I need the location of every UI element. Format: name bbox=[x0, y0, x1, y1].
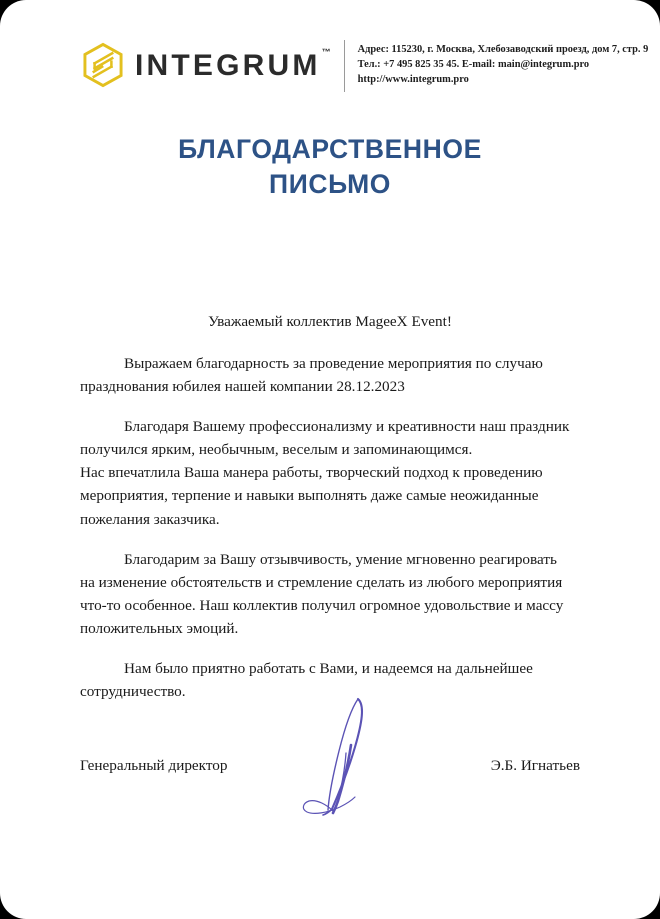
signature-block bbox=[80, 757, 580, 775]
signer-name: Э.Б. Игнатьев bbox=[490, 757, 580, 774]
salutation: Уважаемый коллектив MageeX Event! bbox=[208, 313, 452, 330]
page-title-line-1: БЛАГОДАРСТВЕННОЕ bbox=[178, 134, 482, 164]
letter-body bbox=[80, 352, 570, 703]
letter-paragraph: Благодаря Вашему профессионализму и креативности наш праздник получился ярким, необычным, веселым и запоминающимся. bbox=[80, 418, 570, 459]
letter-paragraph: Благодарим за Вашу отзывчивость, умение мгновенно реагировать на изменение обстоятельств и стремление сделать из любого мероприятия что-то особенное. Наш коллектив получил огромное удовольствие и массу положительных эмоций. bbox=[80, 550, 564, 637]
letter-paragraph: Выражаем благодарность за проведение мероприятия по случаю празднования юбилея нашей компании 28.12.2023 bbox=[80, 355, 543, 396]
contact-details bbox=[358, 38, 649, 87]
letterhead bbox=[82, 38, 648, 94]
integrum-hexagon-logo-icon bbox=[82, 42, 124, 88]
contact-address: Адрес: 115230, г. Москва, Хлебозаводский проезд, дом 7, стр. 9 bbox=[357, 44, 649, 55]
page-title bbox=[0, 132, 660, 202]
signer-role: Генеральный директор bbox=[80, 757, 228, 774]
page-title-line-2: ПИСЬМО bbox=[269, 168, 391, 199]
brand-wordmark-text: INTEGRUM bbox=[135, 49, 321, 82]
letter-paragraph: Нам было приятно работать с Вами, и надеемся на дальнейшее сотрудничество. bbox=[80, 660, 533, 701]
contact-website[interactable]: http://www.integrum.pro bbox=[357, 73, 469, 85]
brand-lockup bbox=[82, 38, 330, 88]
handwritten-signature-icon bbox=[295, 693, 405, 818]
letterhead-divider bbox=[344, 40, 345, 92]
letter-paragraph: Нас впечатлила Ваша манера работы, творческий подход к проведению мероприятия, терпение и навыки выполнять даже самые неожиданные пожелания заказчика. bbox=[80, 464, 543, 528]
contact-phone-email: Тел.: +7 495 825 35 45. E-mail: main@integrum.pro bbox=[357, 58, 590, 70]
trademark-symbol: ™ bbox=[321, 47, 331, 57]
brand-wordmark bbox=[135, 47, 331, 82]
